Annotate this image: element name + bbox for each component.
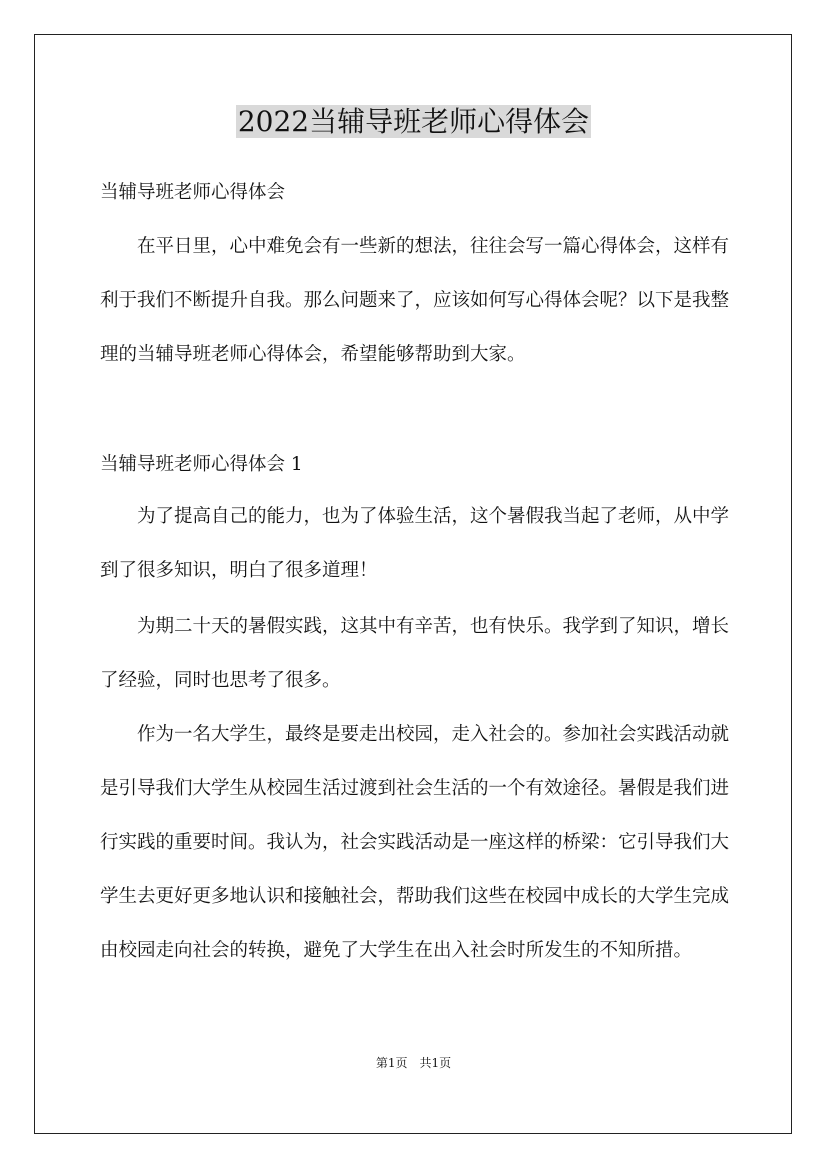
body-paragraph-1: 为了提高自己的能力，也为了体验生活，这个暑假我当起了老师，从中学到了很多知识，明白了很多道理！ <box>100 506 730 581</box>
document-title <box>0 100 827 144</box>
body-paragraph-3: 作为一名大学生，最终是要走出校园，走入社会的。参加社会实践活动就是引导我们大学生从校园生活过渡到社会生活的一个有效途径。暑假是我们进行实践的重要时间。我认为，社会实践活动是一座这样的桥梁：它引导我们大学生去更好更多地认识和接触社会，帮助我们这些在校园中成长的大学生完成由校园走向社会的转换，避免了大学生在出入社会时所发生的不知所措。 <box>100 724 730 961</box>
page-total: 共1页 <box>419 1056 452 1070</box>
body-paragraph-2: 为期二十天的暑假实践，这其中有辛苦，也有快乐。我学到了知识，增长了经验，同时也思考了很多。 <box>100 616 730 691</box>
intro-paragraph: 在平日里，心中难免会有一些新的想法，往往会写一篇心得体会，这样有利于我们不断提升自我。那么问题来了，应该如何写心得体会呢？以下是我整理的当辅导班老师心得体会，希望能够帮助到大家。 <box>100 236 730 365</box>
page-number: 第1页 <box>375 1056 408 1070</box>
page-footer <box>0 1054 827 1072</box>
section-heading: 当辅导班老师心得体会 1 <box>100 454 303 475</box>
document-title-text: 2022当辅导班老师心得体会 <box>237 105 590 138</box>
document-subtitle: 当辅导班老师心得体会 <box>100 182 286 203</box>
